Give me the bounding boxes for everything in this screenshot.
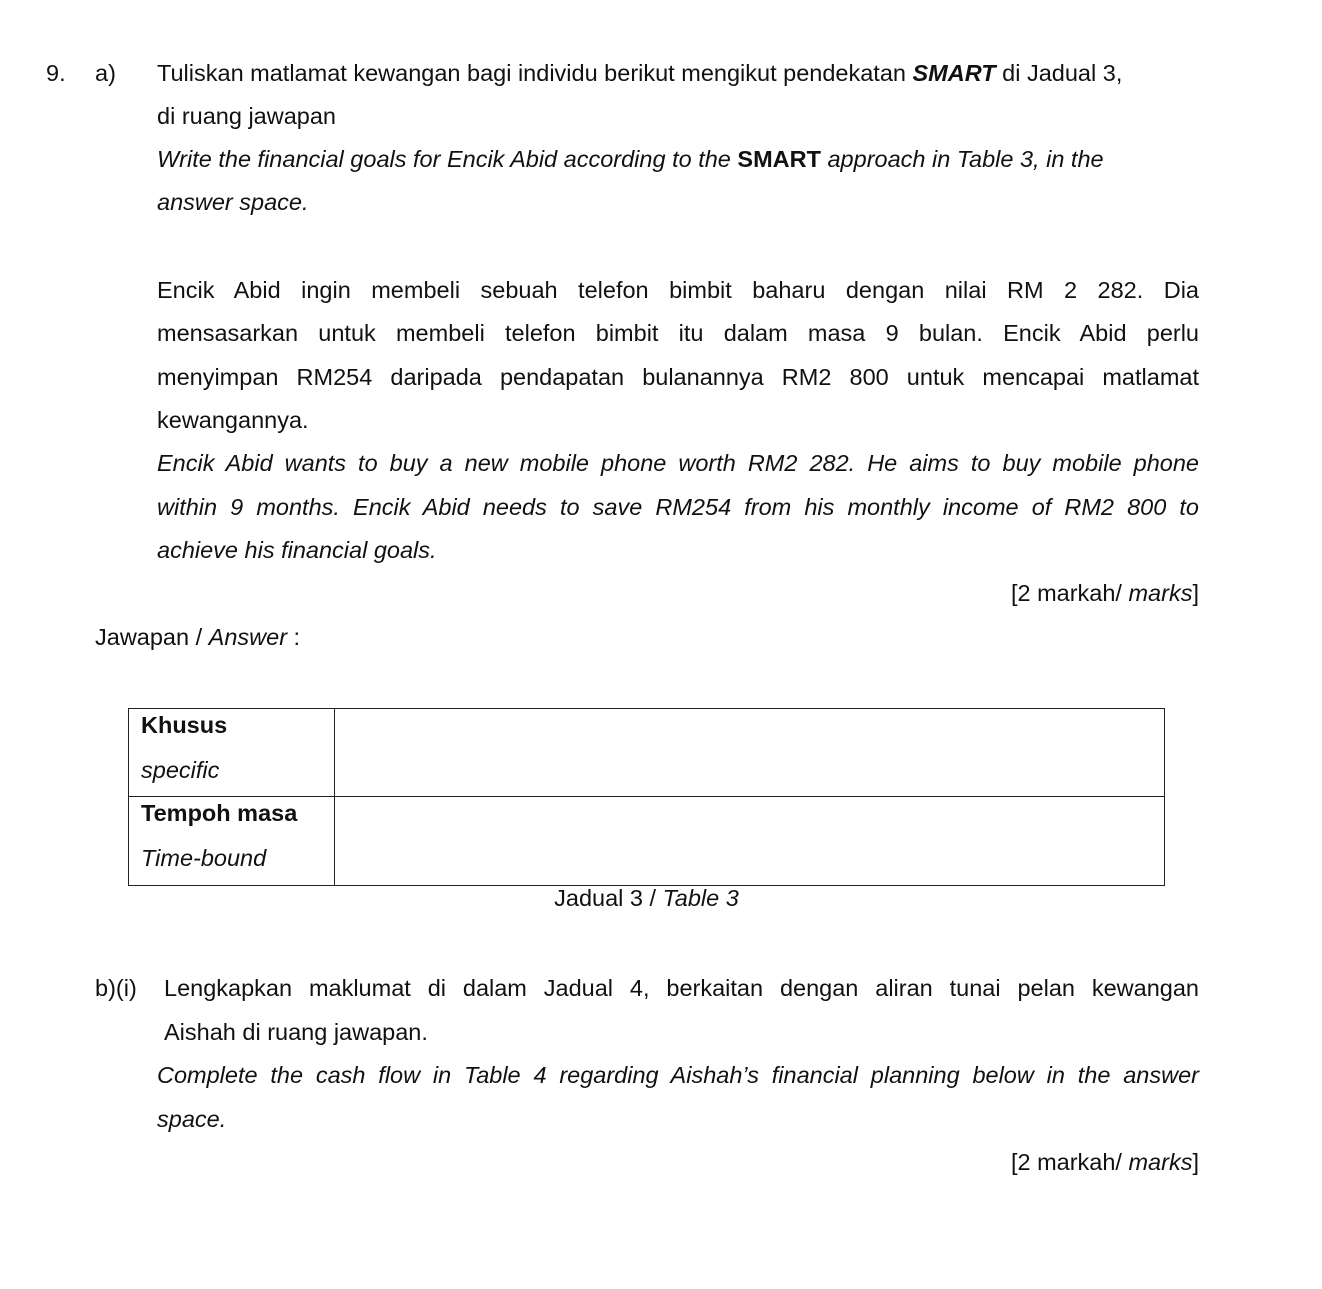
marks-en: marks — [1128, 580, 1193, 606]
table-caption-ms: Jadual 3 / — [554, 885, 663, 911]
row-label-ms: Khusus — [141, 712, 228, 738]
marks-ms: [2 markah/ — [1010, 580, 1129, 606]
part-a-instruction-ms-post: di Jadual 3, — [995, 60, 1123, 86]
answer-label-colon: : — [287, 624, 301, 650]
marks-ms: [2 markah/ — [1010, 1149, 1129, 1175]
row-label-time-bound — [129, 797, 335, 886]
part-a-instruction-ms-pre: Tuliskan matlamat kewangan bagi individu berikut mengikut pendekatan — [157, 60, 913, 86]
part-a-instruction-en-pre: Write the financial goals for Encik Abid according to the — [157, 146, 738, 172]
part-b-i-instruction-ms-line1: Lengkapkan maklumat di dalam Jadual 4, berkaitan dengan aliran tunai pelan kewangan — [164, 975, 1199, 1001]
table-caption — [128, 885, 1165, 912]
passage-ms-line: kewangannya. — [157, 407, 309, 433]
answer-cell-time-bound[interactable] — [335, 797, 1165, 886]
smart-keyword-en: SMART — [737, 146, 821, 172]
answer-label-ms: Jawapan / — [95, 624, 209, 650]
row-label-en: specific — [141, 757, 220, 783]
question-number: 9. — [46, 60, 66, 86]
part-a-instruction-en-line1 — [157, 146, 1104, 173]
part-b-i-instruction-en-line1: Complete the cash flow in Table 4 regarding Aishah’s financial planning below in the answer — [157, 1062, 1199, 1088]
passage-en-line: Encik Abid wants to buy a new mobile phone worth RM2 282. He aims to buy mobile phone — [157, 450, 1199, 476]
marks-en: marks — [1128, 1149, 1193, 1175]
row-label-en: Time-bound — [141, 845, 267, 871]
marks-close: ] — [1192, 580, 1199, 606]
part-a-instruction-en-post: approach in Table 3, in the — [820, 146, 1104, 172]
table-row — [129, 797, 1165, 886]
passage-ms-line: Encik Abid ingin membeli sebuah telefon bimbit baharu dengan nilai RM 2 282. Dia — [157, 277, 1199, 303]
row-label-ms: Tempoh masa — [141, 800, 298, 826]
table-caption-en: Table 3 — [662, 885, 739, 911]
part-b-i-label: b)(i) — [95, 975, 137, 1001]
part-a-marks — [1011, 580, 1199, 607]
answer-label-en: Answer — [208, 624, 288, 650]
answer-cell-specific[interactable] — [335, 709, 1165, 797]
row-label-specific — [129, 709, 335, 797]
part-a-instruction-en-line2: answer space. — [157, 189, 309, 215]
part-a-instruction-ms-line1 — [157, 60, 1122, 87]
smart-answer-table — [128, 708, 1165, 886]
part-b-i-instruction-en-line2: space. — [157, 1106, 227, 1132]
passage-en-line: achieve his financial goals. — [157, 537, 437, 563]
part-a-instruction-ms-line2: di ruang jawapan — [157, 103, 336, 129]
marks-close: ] — [1192, 1149, 1199, 1175]
table-row — [129, 709, 1165, 797]
part-b-i-instruction-ms-line2: Aishah di ruang jawapan. — [164, 1019, 428, 1045]
passage-ms-line: mensasarkan untuk membeli telefon bimbit itu dalam masa 9 bulan. Encik Abid perlu — [157, 320, 1199, 346]
part-b-i-marks — [1011, 1149, 1199, 1176]
passage-ms-line: menyimpan RM254 daripada pendapatan bulanannya RM2 800 untuk mencapai matlamat — [157, 364, 1199, 390]
passage-en-line: within 9 months. Encik Abid needs to save RM254 from his monthly income of RM2 800 to — [157, 494, 1199, 520]
smart-keyword-ms: SMART — [912, 60, 996, 86]
part-a-label: a) — [95, 60, 116, 86]
answer-label — [95, 624, 300, 651]
